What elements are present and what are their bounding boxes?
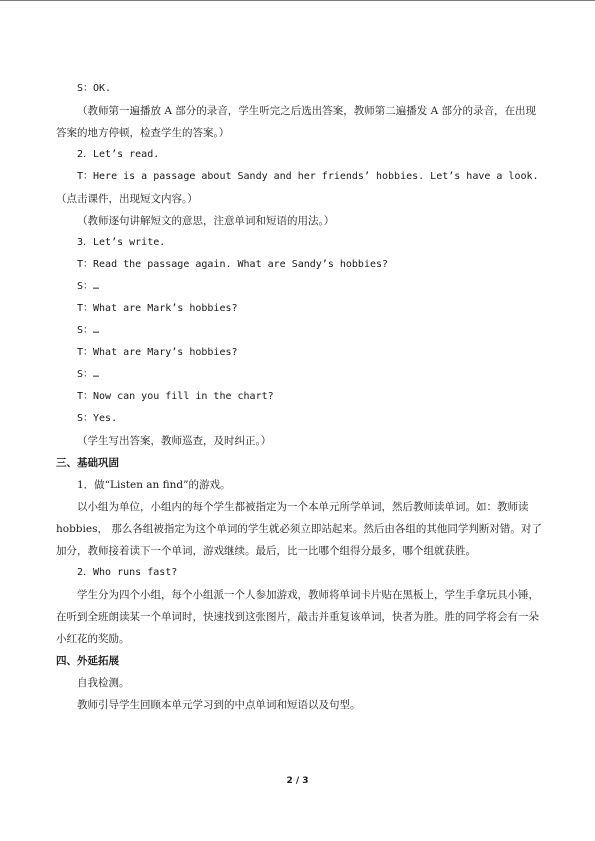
step-heading: 3．Let’s write.	[77, 237, 166, 248]
dialogue-line: S：Yes.	[77, 413, 118, 424]
top-rule	[0, 0, 595, 1]
dialogue-line: T：What are Mark’s hobbies?	[77, 303, 238, 314]
activity-description: 以小组为单位，小组内的每个学生都被指定为一个本单元所学单词，然后教师读单词。如：教师读 hobbies， 那么各组被指定为这个单词的学生就必须立即站起来。然后由各组的其他同学判断对错。对了加分，教师接着读下一个单词，游戏继续。最后，比一比哪个组得分最多，哪个组就获胜。	[56, 501, 542, 557]
activity-title: 2．Who runs fast?	[77, 567, 178, 578]
page-number: 2 / 3	[286, 776, 309, 786]
activity-description: 教师引导学生回顾本单元学习到的中点单词和短语以及句型。	[77, 699, 361, 711]
dialogue-line: T：Now can you fill in the chart?	[77, 391, 274, 402]
dialogue-line: S：…	[77, 369, 100, 380]
activity-description: 学生分为四个小组，每个小组派一个人参加游戏，教师将单词卡片贴在黑板上，学生手拿玩具小锤，在听到全班朗读某一个单词时，快速找到这张图片，敲击并重复该单词，快者为胜。胜的同学将会有一朵小红花的奖励。	[56, 589, 539, 645]
dialogue-line: S：…	[77, 325, 100, 336]
dialogue-line: S：OK.	[77, 83, 112, 94]
section-heading: 四、外延拓展	[56, 655, 119, 667]
section-heading: 三、基础巩固	[56, 457, 119, 469]
document-body	[56, 78, 546, 716]
step-heading: 2．Let’s read.	[77, 149, 160, 160]
dialogue-line: T：Here is a passage about Sandy and her friends’ hobbies. Let’s have a look.	[77, 171, 539, 182]
teacher-note: （点击课件，出现短文内容。）	[56, 193, 198, 205]
teacher-note: （教师第一遍播放 A 部分的录音，学生听完之后选出答案，教师第二遍播发 A 部分的录音，在出现答案的地方停顿，检查学生的答案。）	[56, 105, 537, 139]
teacher-note: （教师逐句讲解短文的意思，注意单词和短语的用法。）	[77, 215, 335, 227]
activity-title: 自我检测。	[77, 677, 130, 689]
teacher-note: （学生写出答案，教师巡查，及时纠正。）	[77, 435, 272, 447]
activity-title: 1．做“Listen an find”的游戏。	[77, 479, 231, 491]
dialogue-line: T：What are Mary’s hobbies?	[77, 347, 238, 358]
dialogue-line: T：Read the passage again. What are Sandy’s hobbies?	[77, 259, 389, 270]
dialogue-line: S：…	[77, 281, 100, 292]
